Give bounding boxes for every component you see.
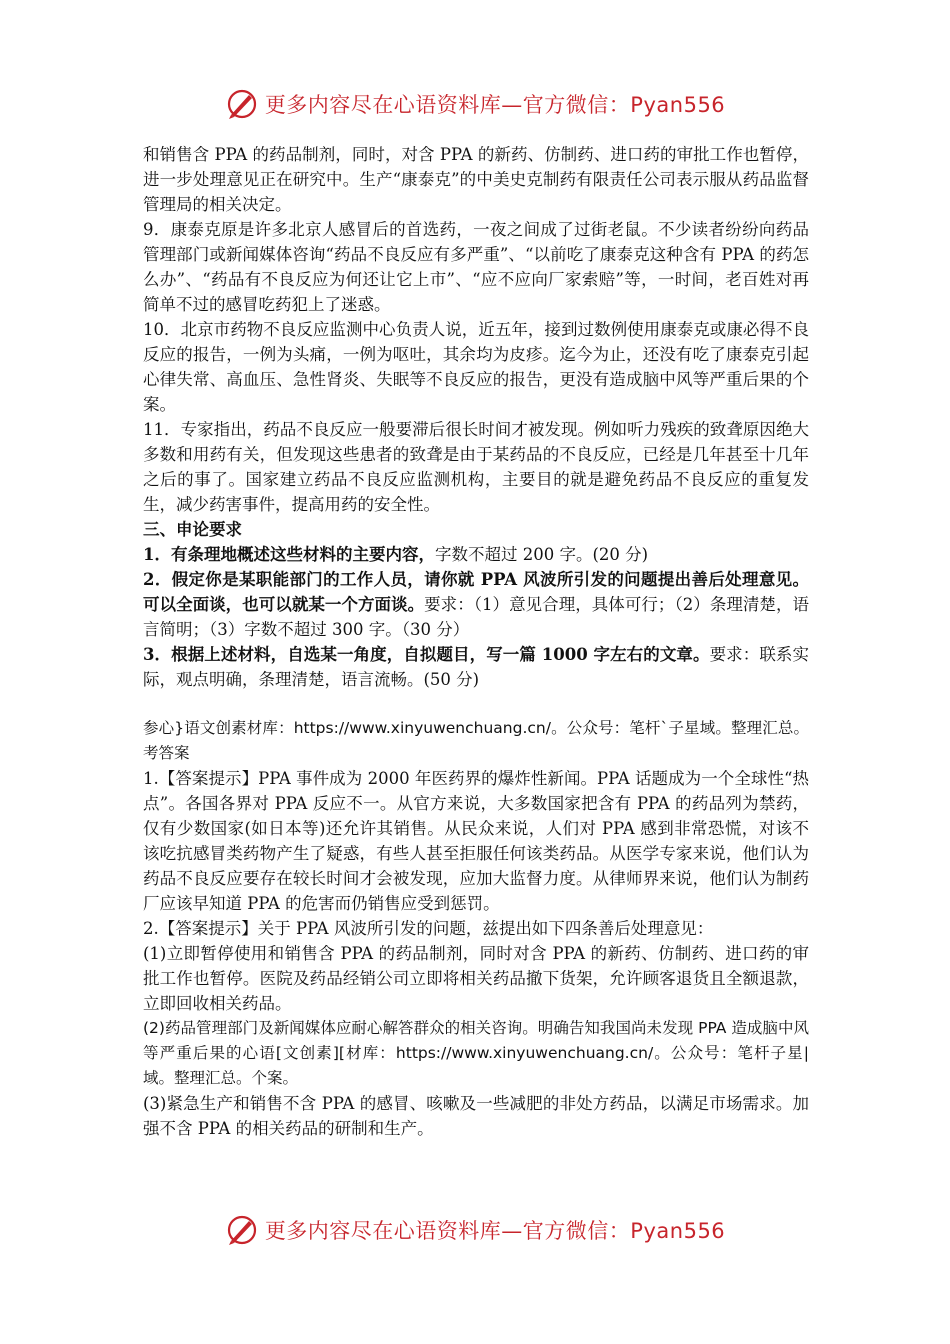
paragraph: 10．北京市药物不良反应监测中心负责人说，近五年，接到过数例使用康泰克或康必得不良反应的报告，一例为头痛，一例为呕吐，其余均为皮疹。迄今为止，还没有吃了康泰克引起心律失常、高血压、急性肾炎、失眠等不良反应的报告，更没有造成脑中风等严重后果的个案。: [143, 320, 809, 414]
pen-logo-icon: [225, 1213, 259, 1247]
section-heading: 三、申论要求: [143, 520, 242, 539]
requirement-text: 3．根据上述材料，自选某一角度，自拟题目，写一篇 1000 字左右的文章。: [143, 645, 710, 664]
answers-heading: 参心}语文创素材库：https://www.xinyuwenchuang.cn/。公众号：笔杆`子星域。整理汇总。考答案: [143, 719, 809, 762]
requirement-text: 1．有条理地概述这些材料的主要内容，: [143, 545, 435, 564]
banner-text: 更多内容尽在心语资料库—官方微信：Pyan556: [264, 93, 726, 117]
answer-1: 1.【答案提示】PPA 事件成为 2000 年医药界的爆炸性新闻。PPA 话题成为一个全球性“热点”。各国各界对 PPA 反应不一。从官方来说，大多数国家把含有 PPA 的药品列为禁药，仅有少数国家(如日本等)还允许其销售。从民众来说，人们对 PPA 感到非常恐慌，对该不该吃抗感冒类药物产生了疑惑，有些人甚至拒服任何该类药品。从医学专家来说，他们认为药品不良反应要存在较长时间才会被发现，应加大监督力度。从律师界来说，他们认为制药厂应该早知道 PPA 的危害而仍销售应受到惩罚。: [143, 769, 809, 913]
answer-2-item: (2)药品管理部门及新闻媒体应耐心解答群众的相关咨询。明确告知我国尚未发现 PPA 造成脑中风等严重后果的心语[文创素][材库：https://www.xinyuwenchuang.cn/。公众号：笔杆子星|域。整理汇总。个案。: [143, 1019, 809, 1087]
paragraph: 9．康泰克原是许多北京人感冒后的首选药，一夜之间成了过街老鼠。不少读者纷纷向药品管理部门或新闻媒体咨询“药品不良反应有多严重”、“以前吃了康泰克这种含有 PPA 的药怎么办”、“药品有不良反应为何还让它上市”、“应不应向厂家索赔”等，一时间，老百姓对再简单不过的感冒吃药犯上了迷惑。: [143, 220, 809, 314]
requirement-detail: 字数不超过 200 字。(20 分): [434, 545, 649, 564]
paragraph: 和销售含 PPA 的药品制剂，同时，对含 PPA 的新药、仿制药、进口药的审批工作也暂停，进一步处理意见正在研究中。生产“康泰克”的中美史克制药有限责任公司表示服从药品监督管理局的相关决定。: [143, 145, 809, 214]
header-banner: [0, 84, 950, 124]
requirement-2: [143, 567, 809, 642]
requirement-1: [143, 542, 809, 567]
answer-2: 2.【答案提示】关于 PPA 风波所引发的问题，兹提出如下四条善后处理意见：: [143, 919, 714, 938]
footer-banner: [0, 1210, 950, 1250]
requirement-detail: 要求：（1）意见合理，具体可行；（2）条理清楚，语言简明；（3）字数不超过 300 字。（30 分）: [143, 595, 809, 639]
pen-logo-icon: [225, 87, 259, 121]
document-body: [143, 142, 809, 1141]
requirement-detail: 要求：联系实际，观点明确，条理清楚，语言流畅。(50 分): [143, 645, 810, 689]
banner-text: 更多内容尽在心语资料库—官方微信：Pyan556: [264, 1219, 726, 1243]
requirement-3: [143, 642, 809, 692]
answer-2-item: (1)立即暂停使用和销售含 PPA 的药品制剂，同时对含 PPA 的新药、仿制药、进口药的审批工作也暂停。医院及药品经销公司立即将相关药品撤下货架，允许顾客退货且全额退款，立即回收相关药品。: [143, 944, 809, 1013]
requirement-text: 2．假定你是某职能部门的工作人员，请你就 PPA 风波所引发的问题提出善后处理意见。可以全面谈，也可以就某一个方面谈。: [143, 570, 809, 614]
answer-2-item: (3)紧急生产和销售不含 PPA 的感冒、咳嗽及一些减肥的非处方药品，以满足市场需求。加强不含 PPA 的相关药品的研制和生产。: [143, 1094, 809, 1138]
paragraph: 11．专家指出，药品不良反应一般要滞后很长时间才被发现。例如听力残疾的致聋原因绝大多数和用药有关，但发现这些患者的致聋是由于某药品的不良反应，已经是几年甚至十几年之后的事了。国家建立药品不良反应监测机构，主要目的就是避免药品不良反应的重复发生，减少药害事件，提高用药的安全性。: [143, 420, 809, 514]
